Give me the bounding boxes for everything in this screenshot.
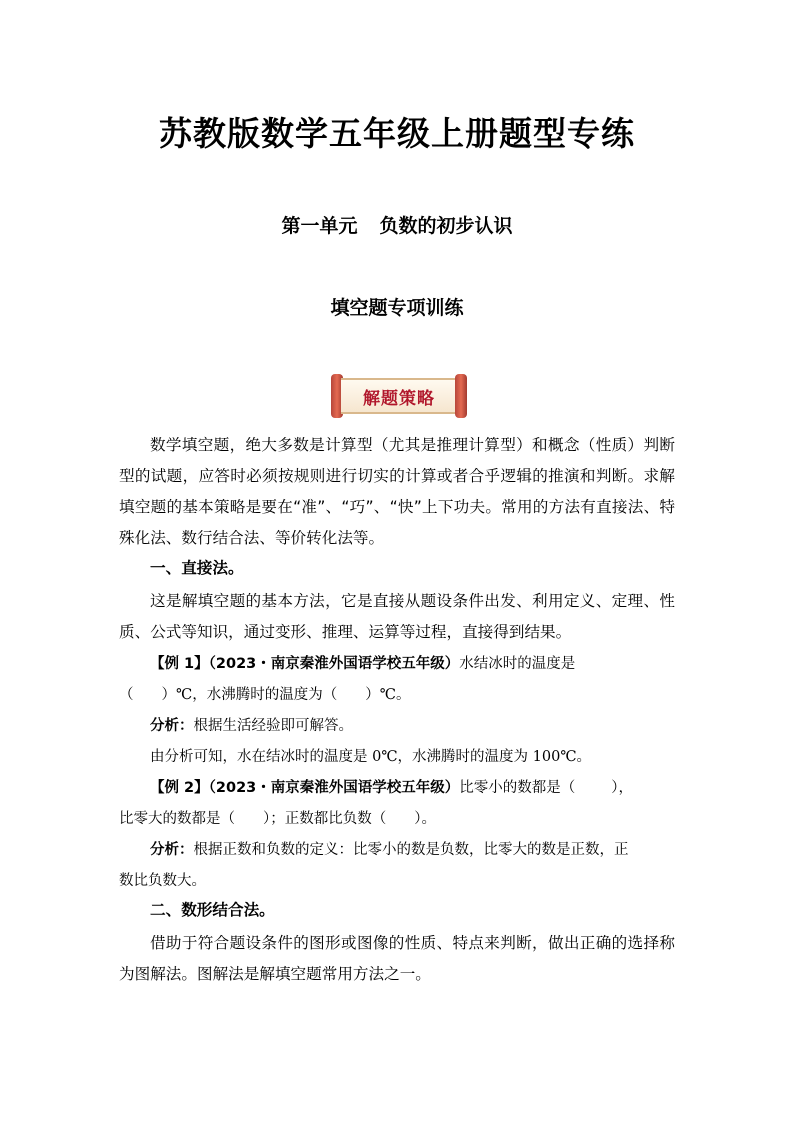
example2-source: （2023・南京秦淮外国语学校五年级） xyxy=(208,780,460,796)
example1-question-part3: ）℃。 xyxy=(365,687,411,703)
unit-heading xyxy=(0,211,794,238)
strategy-scroll-badge xyxy=(331,372,467,420)
intro-paragraph: 数学填空题，绝大多数是计算型（尤其是推理计算型）和概念（性质）判断型的试题，应答时必须按规则进行切实的计算或者合乎逻辑的推演和判断。求解填空题的基本策略是要在“准”、“巧”、“快”上下功夫。常用的方法有直接法、特殊化法、数行结合法、等价转化法等。 xyxy=(119,436,675,547)
example1-blank1-open: （ xyxy=(119,687,134,703)
example2-question-part1: 比零小的数都是（ xyxy=(459,780,576,796)
example1-source: （2023・南京秦淮外国语学校五年级） xyxy=(208,656,460,672)
badge-label: 解题策略 xyxy=(363,388,435,409)
example1-question-part1: 水结冰时的温度是 xyxy=(459,656,576,672)
document-title: 苏教版数学五年级上册题型专练 xyxy=(159,114,635,153)
example1-answer: 由分析可知，水在结冰时的温度是 0℃，水沸腾时的温度为 100℃。 xyxy=(150,749,592,765)
example2-question-part4: ）；正数都比负数（ xyxy=(263,811,387,827)
method2-heading: 二、数形结合法。 xyxy=(150,901,275,919)
example1 xyxy=(119,649,675,773)
example1-analysis: 根据生活经验即可解答。 xyxy=(193,718,353,734)
example2-question-part2: ）， xyxy=(611,780,633,796)
example2-analysis-label: 分析： xyxy=(150,842,194,858)
example1-question-part2: ）℃，水沸腾时的温度为（ xyxy=(161,687,338,703)
example2-analysis-line1: 根据正数和负数的定义：比零小的数是负数，比零大的数是正数，正 xyxy=(193,842,629,858)
example2-question-part3: 比零大的数都是（ xyxy=(119,811,235,827)
example2-tag: 【例 2】 xyxy=(150,780,209,796)
example2-question-part5: ）。 xyxy=(414,811,436,827)
method2-paragraph: 借助于符合题设条件的图形或图像的性质、特点来判断，做出正确的选择称为图解法。图解法是解填空题常用方法之一。 xyxy=(119,934,675,983)
example2 xyxy=(119,773,675,897)
unit-name: 第一单元 xyxy=(281,215,358,237)
unit-topic: 负数的初步认识 xyxy=(379,215,513,237)
section-title: 填空题专项训练 xyxy=(330,297,464,319)
method1-heading: 一、直接法。 xyxy=(150,559,244,577)
example1-tag: 【例 1】 xyxy=(150,656,209,672)
example1-analysis-label: 分析： xyxy=(150,718,194,734)
method1-paragraph: 这是解填空题的基本方法，它是直接从题设条件出发、利用定义、定理、性质、公式等知识，通过变形、推理、运算等过程，直接得到结果。 xyxy=(119,592,675,641)
scroll-paper xyxy=(341,378,457,414)
scroll-roll-right xyxy=(455,374,467,418)
example2-analysis-line2: 数比负数大。 xyxy=(119,873,206,889)
